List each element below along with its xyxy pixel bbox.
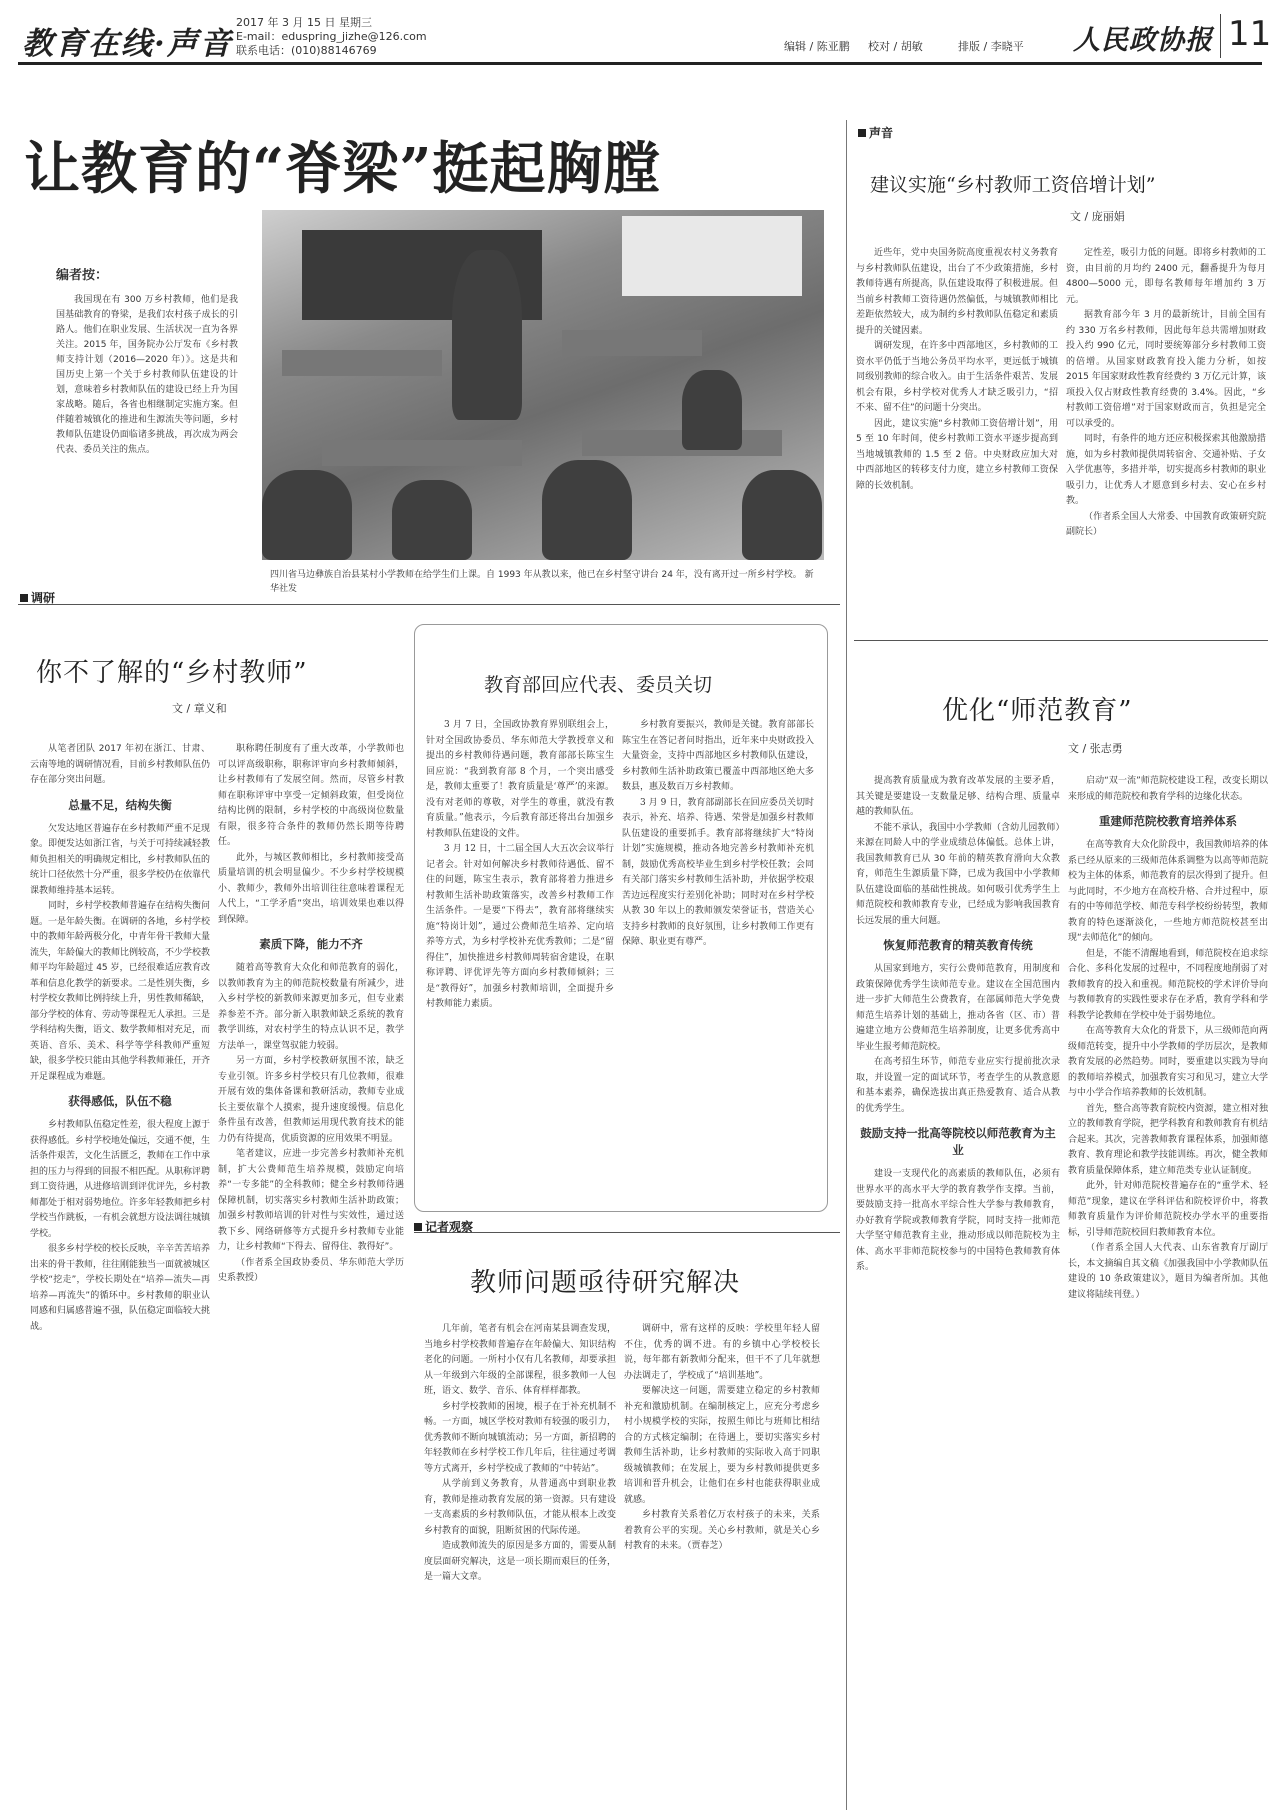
article-paragraph: （作者系全国人大代表、山东省教育厅副厅长，本文摘编自其文稿《加强我国中小学教师队伍建设的 10 条政策建议》，题目为编者所加。其他建议将陆续刊登。）: [1068, 1243, 1268, 1300]
article-title-teacher-issues: 教师问题亟待研究解决: [470, 1268, 741, 1298]
article-paragraph: 调研中，常有这样的反映：学校里年轻人留不住，优秀的调不进。有的乡镇中心学校校长说，每年都有新教师分配来，但干不了几年就想办法调走了，学校成了“培训基地”。: [624, 1324, 820, 1381]
article-paragraph: 首先，整合高等教育院校内资源，建立相对独立的教师教育学院，把学科教育和教师教育有机结合起来。其次，完善教师教育课程体系，加强师德教育、教育理论和教学技能训练。再次，健全教师教育质量保障体系，建立师范类专业认证制度。: [1068, 1103, 1268, 1176]
article-paragraph: 笔者建议，应进一步完善乡村教师补充机制，扩大公费师范生培养规模，鼓励定向培养“一专多能”的全科教师；健全乡村教师待遇保障机制，切实落实乡村教师生活补助政策；加强乡村教师培训的针对性与实效性，通过送教下乡、网络研修等方式提升乡村教师专业能力，让乡村教师“下得去、留得住、教得好”。: [218, 1149, 404, 1252]
article-subhead: 获得感低，队伍不稳: [68, 1094, 172, 1108]
article-paragraph: 不能不承认，我国中小学教师（含幼儿园教师）来源在同龄人中的学业成绩总体偏低。总体上讲，我国教师教育已从 30 年前的精英教育滑向大众教育，师范生生源质量下降，已成为我国中小学教师队伍建设面临的基础性挑战。如何吸引优秀学生上师范院校和教师教育专业，已经成为影响我国教育长远发展的重大问题。: [856, 822, 1060, 926]
article-column: [218, 742, 404, 1804]
article-paragraph: 同时，有条件的地方还应积极探索其他激励措施，如为乡村教师提供周转宿舍、交通补贴、子女入学优惠等，多措并举，切实提高乡村教师的职业吸引力，让优秀人才愿意到乡村去、安心在乡村教。: [1066, 434, 1266, 506]
student-figure: [392, 480, 472, 560]
article-subhead: 恢复师范教育的精英教育传统: [883, 938, 1033, 952]
classroom-photo: [262, 210, 824, 560]
article-paragraph: 乡村教育关系着亿万农村孩子的未来，关系着教育公平的实现。关心乡村教师，就是关心乡村教育的未来。（贾春芝）: [624, 1510, 820, 1551]
article-subhead: 素质下降，能力不齐: [259, 937, 363, 951]
article-paragraph: （作者系全国人大常委、中国教育政策研究院副院长）: [1066, 511, 1266, 537]
student-figure: [682, 370, 742, 450]
student-figure: [742, 470, 822, 560]
article-column: [1068, 774, 1268, 1806]
article-paragraph: 建设一支现代化的高素质的教师队伍，必须有世界水平的高水平大学的教育教学作支撑。当前，要鼓励支持一批高水平综合性大学参与教师教育，办好教育学院或教师教育学院，同时支持一批师范大学坚守师范教育主业，推动形成以师范院校为主体、高水平非师范院校参与的中国特色教师教育体系。: [856, 1169, 1060, 1272]
article-subhead: 总量不足，结构失衡: [68, 797, 172, 812]
article-paragraph: 提高教育质量成为教育改革发展的主要矛盾，其关键是要建设一支数量足够、结构合理、质量卓越的教师队伍。: [856, 776, 1060, 817]
article-byline: 文 / 张志勇: [1068, 742, 1123, 755]
article-paragraph: 定性差，吸引力低的问题。即将乡村教师的工资，由目前的月均约 2400 元，翻番提升为每月 4800—5000 元，即每名教师每年增加约 3 万元。: [1066, 248, 1266, 305]
box-column: [622, 718, 814, 1198]
staff-editor: 编辑 / 陈亚鹏: [784, 40, 850, 53]
article-paragraph: 据教育部今年 3 月的最新统计，目前全国有约 330 万名乡村教师，因此每年总共需增加财政投入约 990 亿元，同时要统筹部分乡村教师工资的倍增。从国家财政教育投入能力分析，如按 2015 年国家财政性教育经费约 3 万亿元计算，该项投入仅占财政性教育经费的 3.4%。因此，“乡村教师工资倍增”对于国家财政而言，负担是完全可以承受的。: [1066, 310, 1266, 429]
article-column: [856, 774, 1060, 1806]
section-divider: [854, 640, 1268, 641]
section-divider: [18, 604, 840, 605]
article-paragraph: 随着高等教育大众化和师范教育的弱化，以教师教育为主的师范院校数量有所减少，进入乡村学校的新教师来源更加多元，但专业素养参差不齐。部分新入职教师缺乏系统的教育教学训练，对农村学生的特点认识不足，教学方法单一，课堂驾驭能力较弱。: [218, 963, 404, 1051]
paper-name: 人民政协报: [1073, 25, 1213, 56]
article-title-salary-plan: 建议实施“乡村教师工资倍增计划”: [870, 174, 1156, 196]
section-divider: [414, 1232, 840, 1233]
article-paragraph: 欠发达地区普遍存在乡村教师严重不足现象。即便发达如浙江省，与关于可持续减轻教师负担相关的明确规定相比，乡村教师队伍的统计口径依然十分严重，很多学校仍在依靠代课教师维持基本运转。: [30, 823, 210, 896]
article-paragraph: 从国家到地方，实行公费师范教育，用制度和政策保障优秀学生读师范专业。建议在全国范围内进一步扩大师范生公费教育，在部属师范大学免费师范生培养计划的基础上，推动各省（区、市）普遍建立地方公费师范生培养制度，让更多优秀高中毕业生报考师范院校。: [856, 964, 1060, 1052]
window-shape: [622, 216, 802, 296]
editor-note-text: 我国现在有 300 万乡村教师，他们是我国基础教育的脊梁，是我们农村孩子成长的引路人。他们在职业发展、生活状况一直为各界关注。2015 年，国务院办公厅发布《乡村教师支持计划（2016—2020 年）》。这是共和国历史上第一个关于乡村教师队伍建设的计划，意味着乡村教师队伍的建设已经上升为国家战略。随后，各省也相继制定实施方案。但伴随着城镇化的推进和生源流失等问题，乡村教师队伍建设仍面临诸多挑战，再次成为两会代表、委员关注的焦点。: [56, 295, 238, 455]
article-paragraph: 调研发现，在许多中西部地区，乡村教师的工资水平仍低于当地公务员平均水平，更远低于城镇同级别教师的综合收入。由于生活条件艰苦、发展机会有限，乡村学校对优秀人才缺乏吸引力，“招不来、留不住”的问题十分突出。: [856, 341, 1058, 413]
article-paragraph: 几年前，笔者有机会在河南某县调查发现，当地乡村学校教师普遍存在年龄偏大、知识结构老化的问题。一所村小仅有几名教师，却要承担从一年级到六年级的全部课程，很多教师一人包班，语文、数学、音乐、体育样样都教。: [424, 1324, 616, 1396]
article-column: [624, 1322, 820, 1806]
article-paragraph: 此外，针对师范院校普遍存在的“重学术、轻师范”现象，建议在学科评估和院校评价中，将教师教育质量作为评价师范院校办学水平的重要指标，引导师范院校回归教师教育本位。: [1068, 1181, 1268, 1238]
article-paragraph: 在高等教育大众化的背景下，从三级师范向两级师范转变，提升中小学教师的学历层次，是教师教育发展的必然趋势。同时，要重建以实践为导向的教师培养模式，加强教育实习和见习，建立大学与中小学合作培养教师的长效机制。: [1068, 1026, 1268, 1098]
article-paragraph: 从笔者团队 2017 年初在浙江、甘肃、云南等地的调研情况看，目前乡村教师队伍仍存在部分突出问题。: [30, 744, 210, 785]
column-divider: [846, 120, 847, 1810]
article-column: [856, 246, 1058, 628]
article-paragraph: 同时，乡村学校教师普遍存在结构失衡问题。一是年龄失衡。在调研的各地，乡村学校中的教师年龄两极分化，中青年骨干教师大量流失，年龄偏大的教师比例较高，不少学校教师平均年龄超过 45 岁，已经很难适应教育改革和信息化教学的新要求。二是性别失衡，乡村学校女教师比例持续上升，男性教师稀缺，部分学校的体育、劳动等课程无人承担。三是学科结构失衡，语文、数学教师相对充足，而英语、音乐、美术、科学等学科教师严重短缺，很多学校只能由其他学科教师兼任，开齐开足课程成为难题。: [30, 901, 210, 1082]
article-paragraph: 3 月 7 日，全国政协教育界别联组会上，针对全国政协委员、华东师范大学教授章义和提出的乡村教师待遇问题，教育部部长陈宝生回应说：“我到教育部 8 个月，一个突出感受是，教师太重要了！教育质量是‘尊严’的来源。没有对老师的尊敬，对学生的尊重，就没有教育质量。”他表示，今后教育部还将出台加强乡村教师队伍建设的文件。: [426, 720, 614, 839]
masthead-divider: [1220, 14, 1221, 58]
box-column: [426, 718, 614, 1198]
article-byline: 文 / 庞丽娟: [1070, 210, 1125, 223]
desk-shape: [562, 330, 702, 356]
article-column: [1066, 246, 1266, 628]
desk-shape: [322, 440, 522, 466]
article-paragraph: 在高考招生环节，师范专业应实行提前批次录取，并设置一定的面试环节，考查学生的从教意愿和基本素养，确保选拔出真正热爱教育、适合从教的优秀学生。: [856, 1057, 1060, 1114]
article-paragraph: 因此，建议实施“乡村教师工资倍增计划”，用 5 至 10 年时间，使乡村教师工资水平逐步提高到当地城镇教师的 1.5 至 2 倍。中央财政应加大对中西部地区的转移支付力度，建立乡村教师工资保障的长效机制。: [856, 418, 1058, 491]
article-paragraph: 乡村教育要振兴，教师是关键。教育部部长陈宝生在答记者问时指出，近年来中央财政投入大量资金，支持中西部地区乡村教师队伍建设，乡村教师生活补助政策已覆盖中西部地区绝大多数县，惠及数百万乡村教师。: [622, 720, 814, 792]
article-paragraph: 此外，与城区教师相比，乡村教师接受高质量培训的机会明显偏少。不少乡村学校规模小、教师少，教师外出培训往往意味着课程无人代上，“工学矛盾”突出，培训效果也难以得到保障。: [218, 852, 404, 925]
section-logo: 教育在线·声音: [22, 26, 233, 62]
masthead-rule: [18, 62, 1262, 65]
article-paragraph: （作者系全国政协委员、华东师范大学历史系教授）: [218, 1257, 404, 1283]
article-paragraph: 但是，不能不清醒地看到，师范院校在追求综合化、多科化发展的过程中，不同程度地削弱了对教师教育的投入和重视。师范院校的学术评价导向与教师教育的实践性要求存在矛盾，教育学科和学科教学论教师在学校中处于弱势地位。: [1068, 948, 1268, 1021]
student-figure: [542, 460, 632, 560]
section-tag-voice: 声音: [858, 124, 893, 141]
article-paragraph: 3 月 12 日，十二届全国人大五次会议举行记者会。针对如何解决乡村教师待遇低、留不住的问题，陈宝生表示，教育部将着力推进乡村教师生活补助政策落实，改善乡村教师工作生活条件。一是要“下得去”，教育部将继续实施“特岗计划”，通过公费师范生培养、定向培养等方式，为乡村学校补充优秀教师；二是“留得住”，加快推进乡村教师周转宿舍建设，在职称评聘、评优评先等方面向乡村教师倾斜；三是“教得好”，加强乡村教师培训，全面提升乡村教师能力素质。: [426, 844, 614, 1009]
article-paragraph: 职称聘任制度有了重大改革，小学教师也可以评高级职称，职称评审向乡村教师倾斜，让乡村教师有了发展空间。然而，尽管乡村教师在职称评审中享受一定倾斜政策，但受岗位结构比例的限制，乡村学校的中高级岗位数量有限，很多符合条件的教师仍然长期等待聘任。: [218, 744, 404, 847]
article-paragraph: 造成教师流失的原因是多方面的，需要从制度层面研究解决，这是一项长期而艰巨的任务，是一篇大文章。: [424, 1541, 616, 1582]
article-paragraph: 3 月 9 日，教育部副部长在回应委员关切时表示，补充、培养、待遇、荣誉是加强乡村教师队伍建设的重要抓手。教育部将继续扩大“特岗计划”实施规模，推动各地完善乡村教师补充机制，鼓励优秀高校毕业生到乡村学校任教；会同有关部门落实乡村教师生活补助，并依据学校艰苦边远程度实行差别化补助；同时对在乡村学校从教 30 年以上的教师颁发荣誉证书，营造关心支持乡村教师的良好氛围，让乡村教师工作更有保障、职业更有尊严。: [622, 797, 814, 947]
article-paragraph: 乡村教师队伍稳定性差，很大程度上源于获得感低。乡村学校地处偏远，交通不便，生活条件艰苦，文化生活匮乏，教师在工作中承担的压力与得到的回报不相匹配。从职称评聘到工资待遇，从进修培训到评优评先，乡村教师都处于相对弱势地位。许多年轻教师把乡村学校当作跳板，一有机会就想方设法调往城镇学校。: [30, 1120, 210, 1239]
teacher-figure: [452, 250, 522, 420]
article-title-rural-teachers: 你不了解的“乡村教师”: [36, 658, 308, 688]
article-paragraph: 很多乡村学校的校长反映，辛辛苦苦培养出来的骨干教师，往往刚能独当一面就被城区学校“挖走”，学校长期处在“培养—流失—再培养—再流失”的循环中。乡村教师的职业认同感和归属感普遍不强，队伍稳定面临较大挑战。: [30, 1244, 210, 1332]
page-number: 11: [1228, 14, 1272, 54]
section-tag-research: 调研: [20, 589, 55, 606]
box-title: 教育部回应代表、委员关切: [484, 674, 713, 696]
masthead-meta: [236, 16, 427, 58]
issue-date: 2017 年 3 月 15 日 星期三: [236, 16, 372, 29]
section-tag-observation: 记者观察: [414, 1218, 473, 1235]
contact-email[interactable]: E-mail：eduspring_jizhe@126.com: [236, 30, 427, 43]
article-subhead: 鼓励支持一批高等院校以师范教育为主业: [860, 1126, 1056, 1157]
article-column: [424, 1322, 616, 1806]
photo-caption: 四川省马边彝族自治县某村小学教师在给学生们上课。自 1993 年从教以来，他已在乡村坚守讲台 24 年，没有离开过一所乡村学校。 新华社发: [270, 570, 814, 594]
student-figure: [262, 470, 352, 560]
article-paragraph: 在高等教育大众化阶段中，我国教师培养的体系已经从原来的三级师范体系调整为以高等师范院校为主体的体系，师范教育的层次得到了提升。但与此同时，不少地方在高校升格、合并过程中，原有的中等师范学校、师范专科学校纷纷转型，教师教育的特色逐渐淡化，一些地方师范院校甚至出现“去师范化”的倾向。: [1068, 840, 1268, 943]
article-subhead: 重建师范院校教育培养体系: [1099, 814, 1237, 828]
article-paragraph: 从学前到义务教育，从普通高中到职业教育，教师是推动教育发展的第一资源。只有建设一支高素质的乡村教师队伍，才能从根本上改变乡村教育的面貌，阻断贫困的代际传递。: [424, 1479, 616, 1536]
article-paragraph: 另一方面，乡村学校教研氛围不浓，缺乏专业引领。许多乡村学校只有几位教师，很难开展有效的集体备课和教研活动，教师专业成长主要依靠个人摸索，提升速度缓慢。信息化条件虽有改善，但教师运用现代教育技术的能力仍有待提高，优质资源的应用效果不明显。: [218, 1056, 404, 1144]
contact-phone: 联系电话：(010)88146769: [236, 44, 377, 57]
article-paragraph: 启动“双一流”师范院校建设工程，改变长期以来形成的师范院校和教育学科的边缘化状态。: [1068, 776, 1268, 802]
staff-layout: 排版 / 李晓平: [958, 40, 1024, 53]
article-paragraph: 近些年，党中央国务院高度重视农村义务教育与乡村教师队伍建设，出台了不少政策措施，乡村教师待遇有所提高，队伍建设取得了积极进展。但当前乡村教师工资待遇仍然偏低，与城镇教师相比差距依然较大，成为制约乡村教师队伍稳定和素质提升的关键因素。: [856, 248, 1058, 336]
page-headline: 让教育的“脊梁”挺起胸膛: [24, 136, 661, 202]
article-title-teacher-education: 优化“师范教育”: [942, 696, 1133, 726]
staff-proofreader: 校对 / 胡敏: [868, 40, 923, 53]
article-paragraph: 乡村学校教师的困境，根子在于补充机制不畅。一方面，城区学校对教师有较强的吸引力，优秀教师不断向城镇流动；另一方面，新招聘的年轻教师在乡村学校工作几年后，往往通过考调等方式离开，乡村学校成了教师的“中转站”。: [424, 1401, 616, 1474]
article-byline: 文 / 章义和: [172, 702, 227, 715]
article-paragraph: 要解决这一问题，需要建立稳定的乡村教师补充和激励机制。在编制核定上，应充分考虑乡村小规模学校的实际，按照生师比与班师比相结合的方式核定编制；在待遇上，要切实落实乡村教师生活补助，让乡村教师的实际收入高于同职级城镇教师；在发展上，要为乡村教师提供更多培训和晋升机会，让他们在乡村也能获得职业成就感。: [624, 1386, 820, 1505]
article-column: [30, 742, 210, 1804]
editor-note: [56, 268, 238, 478]
desk-shape: [282, 350, 442, 376]
editor-note-label: 编者按：: [56, 268, 109, 283]
